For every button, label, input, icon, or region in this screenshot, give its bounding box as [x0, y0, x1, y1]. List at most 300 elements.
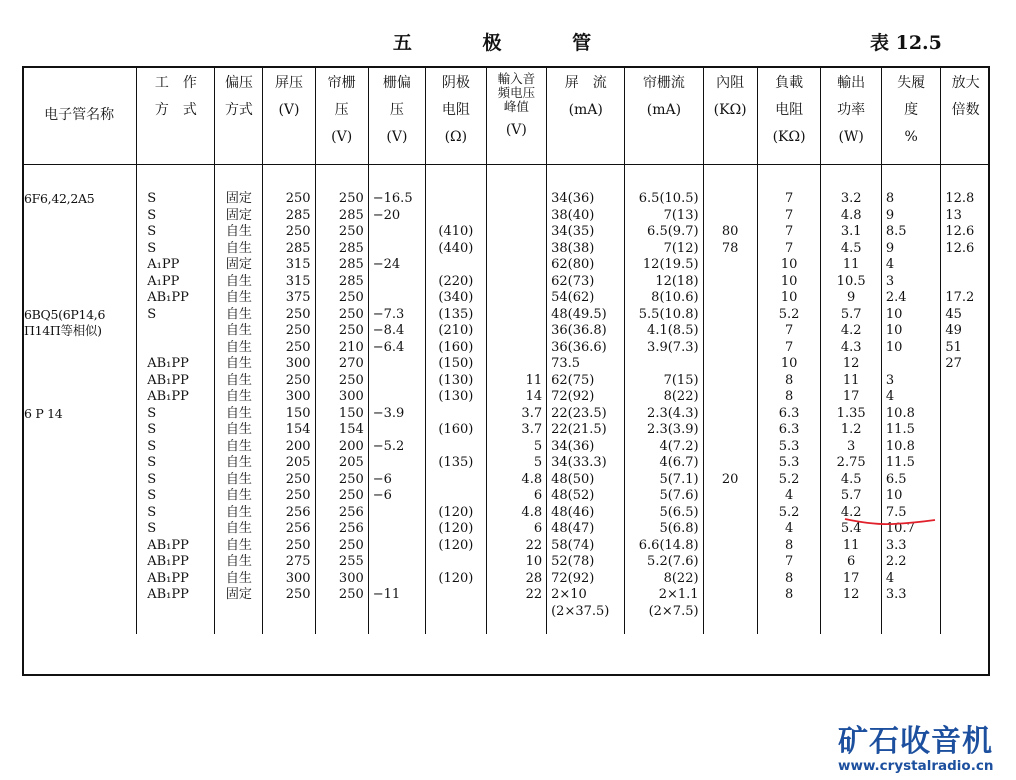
- cell-plate-voltage: 315: [263, 274, 315, 291]
- header-line: 帘栅: [327, 75, 356, 91]
- cell-grid-bias: [368, 224, 425, 241]
- cell-tube-name: [22, 571, 137, 588]
- header-line: 电阻: [775, 102, 804, 118]
- cell-gain: [941, 455, 990, 472]
- cell-input-peak: [486, 340, 547, 357]
- cell-bias-mode: 固定: [215, 208, 263, 225]
- cell-internal-resistance: [703, 373, 757, 390]
- cell-grid-bias: [368, 274, 425, 291]
- cell-distortion: 3: [881, 373, 940, 390]
- header-line: 方式: [224, 102, 253, 118]
- cell-bias-mode: 自生: [215, 488, 263, 505]
- cell-input-peak: [486, 241, 547, 258]
- cell-distortion: [881, 356, 940, 373]
- cell-tube-name: [22, 290, 137, 307]
- cell-gain: [941, 571, 990, 588]
- header-tube-name: [22, 66, 137, 165]
- cell-input-peak: 14: [486, 389, 547, 406]
- table-row: [22, 538, 990, 555]
- header-screen-voltage: [315, 66, 368, 165]
- table-row: [22, 604, 990, 621]
- cell-tube-name: [22, 472, 137, 489]
- cell-screen-voltage: 256: [315, 521, 368, 538]
- cell-load-resistance: 7: [757, 208, 821, 225]
- cell-screen-voltage: 285: [315, 208, 368, 225]
- cell-load-resistance: 7: [757, 191, 821, 208]
- cell-plate-current: 73.5: [547, 356, 625, 373]
- cell-bias-mode: 自生: [215, 439, 263, 456]
- spacer-cell: [315, 165, 368, 192]
- cell-work-mode: [137, 604, 215, 621]
- cell-plate-voltage: 150: [263, 406, 315, 423]
- cell-output-power: 1.35: [821, 406, 882, 423]
- cell-tube-name: [22, 505, 137, 522]
- cell-bias-mode: 自生: [215, 422, 263, 439]
- cell-gain: [941, 521, 990, 538]
- cell-cathode-resistor: (120): [426, 538, 487, 555]
- cell-distortion: 4: [881, 571, 940, 588]
- cell-internal-resistance: [703, 422, 757, 439]
- cell-plate-voltage: 300: [263, 571, 315, 588]
- header-line: 阴极: [441, 75, 470, 91]
- cell-load-resistance: 10: [757, 257, 821, 274]
- table-row: [22, 373, 990, 390]
- table-row: [22, 208, 990, 225]
- cell-tube-name: [22, 554, 137, 571]
- cell-gain: [941, 488, 990, 505]
- cell-work-mode: S: [137, 521, 215, 538]
- cell-input-peak: [486, 274, 547, 291]
- cell-internal-resistance: [703, 274, 757, 291]
- spacer-cell: [22, 620, 137, 634]
- header-line: 功率: [837, 102, 866, 118]
- spacer-row: [22, 165, 990, 192]
- cell-output-power: 17: [821, 571, 882, 588]
- cell-gain: [941, 406, 990, 423]
- spacer-cell: [368, 165, 425, 192]
- cell-input-peak: 3.7: [486, 406, 547, 423]
- cell-plate-current: 2×10: [547, 587, 625, 604]
- header-line: 倍数: [951, 102, 980, 118]
- spacer-cell: [625, 620, 703, 634]
- cell-grid-bias: −16.5: [368, 191, 425, 208]
- cell-screen-voltage: 250: [315, 373, 368, 390]
- cell-input-peak: 6: [486, 521, 547, 538]
- cell-screen-current: 8(22): [625, 571, 703, 588]
- cell-screen-voltage: 250: [315, 191, 368, 208]
- cell-distortion: 10.8: [881, 439, 940, 456]
- cell-screen-current: 3.9(7.3): [625, 340, 703, 357]
- cell-distortion: 10: [881, 307, 940, 324]
- header-line: 峰值: [503, 99, 529, 114]
- spacer-cell: [486, 620, 547, 634]
- cell-grid-bias: [368, 505, 425, 522]
- table-row: [22, 257, 990, 274]
- header-line: 偏压: [224, 75, 253, 91]
- cell-load-resistance: 5.2: [757, 472, 821, 489]
- table-title: 五 极 管: [392, 32, 624, 54]
- cell-tube-name: [22, 587, 137, 604]
- cell-tube-name: [22, 439, 137, 456]
- cell-screen-current: 7(15): [625, 373, 703, 390]
- cell-work-mode: AB₁PP: [137, 356, 215, 373]
- cell-screen-current: 4.1(8.5): [625, 323, 703, 340]
- cell-work-mode: [137, 340, 215, 357]
- cell-internal-resistance: [703, 389, 757, 406]
- cell-load-resistance: [757, 604, 821, 621]
- cell-work-mode: S: [137, 422, 215, 439]
- cell-gain: 45: [945, 306, 962, 322]
- cell-screen-current: 7(12): [625, 241, 703, 258]
- cell-grid-bias: [368, 554, 425, 571]
- table-row: [22, 356, 990, 373]
- cell-distortion: 10.8: [881, 406, 940, 423]
- cell-input-peak: 10: [486, 554, 547, 571]
- table-body: [22, 165, 990, 635]
- cell-screen-voltage: 300: [315, 571, 368, 588]
- cell-input-peak: 22: [486, 538, 547, 555]
- table-row: [22, 472, 990, 489]
- spacer-cell: [137, 165, 215, 192]
- cell-cathode-resistor: (135): [426, 307, 487, 324]
- cell-screen-voltage: 250: [315, 587, 368, 604]
- cell-plate-voltage: 250: [263, 373, 315, 390]
- cell-tube-name: 6F6,42,2A5: [22, 191, 137, 208]
- cell-output-power: 1.2: [821, 422, 882, 439]
- table-row: [22, 587, 990, 604]
- cell-output-power: 4.5: [821, 472, 882, 489]
- cell-bias-mode: 固定: [215, 587, 263, 604]
- header-line: 屏压: [274, 75, 303, 91]
- cell-output-power: 3.2: [821, 191, 882, 208]
- cell-output-power: 5.7: [821, 488, 882, 505]
- cell-cathode-resistor: (135): [426, 455, 487, 472]
- cell-output-power: 4.8: [821, 208, 882, 225]
- cell-input-peak: 4.8: [486, 472, 547, 489]
- cell-load-resistance: 5.3: [757, 439, 821, 456]
- header-work-mode: [137, 66, 215, 165]
- cell-plate-voltage: 375: [263, 290, 315, 307]
- cell-grid-bias: −6.4: [368, 340, 425, 357]
- cell-internal-resistance: [703, 307, 757, 324]
- spacer-row: [22, 620, 990, 634]
- cell-plate-voltage: [263, 604, 315, 621]
- cell-distortion: 10: [881, 340, 940, 357]
- spacer-cell: [215, 165, 263, 192]
- cell-tube-name: 6 P 14: [22, 406, 137, 423]
- cell-input-peak: 3.7: [486, 422, 547, 439]
- cell-input-peak: [486, 191, 547, 208]
- cell-screen-voltage: 250: [315, 307, 368, 324]
- cell-cathode-resistor: (120): [426, 571, 487, 588]
- header-line: 負載: [775, 75, 804, 91]
- spacer-cell: [941, 620, 990, 634]
- cell-load-resistance: 10: [757, 356, 821, 373]
- header-input-peak: [486, 66, 547, 165]
- cell-screen-current: 5.5(10.8): [625, 307, 703, 324]
- cell-gain: 12.8: [945, 191, 975, 206]
- cell-screen-current: 4(6.7): [625, 455, 703, 472]
- cell-screen-current: 7(13): [625, 208, 703, 225]
- cell-screen-current: 5.2(7.6): [625, 554, 703, 571]
- header-line: (V): [331, 129, 353, 145]
- cell-grid-bias: [368, 521, 425, 538]
- cell-load-resistance: 7: [757, 554, 821, 571]
- cell-bias-mode: 固定: [215, 191, 263, 208]
- cell-gain: [941, 587, 990, 604]
- watermark-logo: 矿石收音机: [838, 724, 993, 759]
- cell-screen-current: 6.5(9.7): [625, 224, 703, 241]
- cell-gain: [941, 505, 990, 522]
- cell-gain: [941, 422, 990, 439]
- cell-output-power: 11: [821, 257, 882, 274]
- cell-plate-current: 52(78): [547, 554, 625, 571]
- cell-bias-mode: 自生: [215, 356, 263, 373]
- cell-tube-name: [22, 373, 137, 390]
- cell-load-resistance: 7: [757, 323, 821, 340]
- cell-tube-name: [22, 455, 137, 472]
- cell-gain: [941, 373, 990, 390]
- table-row: [22, 323, 990, 340]
- cell-screen-voltage: 285: [315, 257, 368, 274]
- cell-load-resistance: 8: [757, 373, 821, 390]
- cell-input-peak: [486, 290, 547, 307]
- cell-output-power: 4.2: [821, 505, 882, 522]
- cell-cathode-resistor: [426, 587, 487, 604]
- cell-distortion: 10: [881, 488, 940, 505]
- header-line: (V): [278, 102, 300, 118]
- cell-work-mode: [137, 323, 215, 340]
- cell-screen-voltage: 200: [315, 439, 368, 456]
- spacer-cell: [821, 165, 882, 192]
- spacer-cell: [215, 620, 263, 634]
- cell-grid-bias: [368, 389, 425, 406]
- cell-plate-current: 72(92): [547, 389, 625, 406]
- table-row: [22, 224, 990, 241]
- cell-grid-bias: [368, 538, 425, 555]
- cell-work-mode: AB₁PP: [137, 538, 215, 555]
- header-line: (mA): [646, 102, 682, 118]
- cell-bias-mode: 自生: [215, 505, 263, 522]
- cell-gain: [941, 439, 990, 456]
- cell-gain: 51: [945, 339, 962, 355]
- cell-screen-current: 8(22): [625, 389, 703, 406]
- cell-cathode-resistor: (130): [426, 389, 487, 406]
- cell-input-peak: [486, 208, 547, 225]
- cell-distortion: 8.5: [881, 224, 940, 241]
- cell-cathode-resistor: [426, 488, 487, 505]
- cell-distortion: 3.3: [881, 587, 940, 604]
- cell-work-mode: S: [137, 224, 215, 241]
- cell-distortion: [881, 604, 940, 621]
- cell-cathode-resistor: (160): [426, 340, 487, 357]
- cell-work-mode: AB₁PP: [137, 571, 215, 588]
- cell-internal-resistance: [703, 356, 757, 373]
- spacer-cell: [941, 165, 990, 192]
- header-line: 頻电压: [497, 85, 536, 100]
- cell-load-resistance: 6.3: [757, 406, 821, 423]
- cell-plate-current: 48(50): [547, 472, 625, 489]
- cell-bias-mode: 自生: [215, 554, 263, 571]
- cell-bias-mode: 固定: [215, 257, 263, 274]
- cell-plate-current: 48(52): [547, 488, 625, 505]
- pentode-table: [22, 66, 990, 634]
- cell-input-peak: 5: [486, 455, 547, 472]
- cell-gain: [941, 554, 990, 571]
- table-row: [22, 422, 990, 439]
- cell-distortion: 4: [881, 257, 940, 274]
- cell-screen-voltage: 256: [315, 505, 368, 522]
- cell-plate-voltage: 250: [263, 472, 315, 489]
- cell-input-peak: [486, 307, 547, 324]
- cell-plate-voltage: 250: [263, 224, 315, 241]
- cell-internal-resistance: [703, 587, 757, 604]
- header-line: 电子管名称: [44, 106, 115, 123]
- cell-screen-voltage: 250: [315, 323, 368, 340]
- cell-screen-voltage: 250: [315, 472, 368, 489]
- cell-plate-voltage: 250: [263, 323, 315, 340]
- cell-bias-mode: 自生: [215, 241, 263, 258]
- cell-output-power: 2.75: [821, 455, 882, 472]
- cell-screen-current: 4(7.2): [625, 439, 703, 456]
- cell-cathode-resistor: [426, 406, 487, 423]
- cell-output-power: 11: [821, 373, 882, 390]
- cell-screen-current: 6.6(14.8): [625, 538, 703, 555]
- header-line: (KΩ): [713, 102, 747, 118]
- header-line: (KΩ): [772, 129, 806, 145]
- cell-grid-bias: −7.3: [368, 307, 425, 324]
- cell-gain: 17.2: [945, 290, 975, 305]
- cell-internal-resistance: 80: [703, 224, 757, 241]
- spacer-cell: [625, 165, 703, 192]
- table-row: [22, 241, 990, 258]
- header-output-power: [821, 66, 882, 165]
- cell-bias-mode: 自生: [215, 538, 263, 555]
- cell-internal-resistance: [703, 290, 757, 307]
- cell-screen-voltage: 255: [315, 554, 368, 571]
- cell-load-resistance: 5.3: [757, 455, 821, 472]
- cell-cathode-resistor: (440): [426, 241, 487, 258]
- table-row: [22, 455, 990, 472]
- cell-cathode-resistor: (160): [426, 422, 487, 439]
- spacer-cell: [547, 620, 625, 634]
- cell-tube-name: [22, 488, 137, 505]
- cell-work-mode: AB₁PP: [137, 389, 215, 406]
- cell-input-peak: 6: [486, 488, 547, 505]
- cell-internal-resistance: [703, 340, 757, 357]
- cell-screen-voltage: 270: [315, 356, 368, 373]
- cell-grid-bias: −11: [368, 587, 425, 604]
- cell-screen-current: 6.5(10.5): [625, 191, 703, 208]
- cell-screen-current: (2×7.5): [625, 604, 703, 621]
- header-grid-bias: [368, 66, 425, 165]
- cell-cathode-resistor: [426, 439, 487, 456]
- cell-gain: 12.6: [945, 240, 975, 256]
- header-line: 压: [334, 102, 349, 118]
- cell-screen-current: 2×1.1: [625, 587, 703, 604]
- cell-work-mode: S: [137, 307, 215, 324]
- cell-gain: [941, 389, 990, 406]
- cell-input-peak: [486, 323, 547, 340]
- table-row: [22, 554, 990, 571]
- cell-load-resistance: 4: [757, 488, 821, 505]
- cell-work-mode: AB₁PP: [137, 290, 215, 307]
- cell-internal-resistance: [703, 323, 757, 340]
- cell-work-mode: S: [137, 241, 215, 258]
- cell-tube-name: [22, 274, 137, 291]
- cell-plate-current: 34(35): [547, 224, 625, 241]
- header-cathode-resistor: [426, 66, 487, 165]
- cell-plate-voltage: 256: [263, 521, 315, 538]
- spacer-cell: [757, 165, 821, 192]
- cell-internal-resistance: [703, 604, 757, 621]
- cell-screen-voltage: 300: [315, 389, 368, 406]
- cell-distortion: 9: [881, 208, 940, 225]
- cell-internal-resistance: [703, 505, 757, 522]
- cell-tube-name: Π14Π等相似): [22, 323, 137, 340]
- cell-load-resistance: 10: [757, 274, 821, 291]
- header-distortion: [881, 66, 940, 165]
- table-row: [22, 274, 990, 291]
- cell-distortion: 2.2: [881, 554, 940, 571]
- cell-plate-voltage: 285: [263, 241, 315, 258]
- header-screen-current: [625, 66, 703, 165]
- cell-gain: 13: [945, 207, 962, 223]
- cell-bias-mode: 自生: [215, 274, 263, 291]
- cell-cathode-resistor: (120): [426, 521, 487, 538]
- cell-cathode-resistor: (210): [426, 323, 487, 340]
- cell-cathode-resistor: (410): [426, 224, 487, 241]
- cell-screen-voltage: 210: [315, 340, 368, 357]
- spacer-cell: [137, 620, 215, 634]
- cell-cathode-resistor: [426, 191, 487, 208]
- cell-distortion: 10: [881, 323, 940, 340]
- cell-input-peak: 22: [486, 587, 547, 604]
- spacer-cell: [22, 165, 137, 192]
- cell-cathode-resistor: (340): [426, 290, 487, 307]
- cell-internal-resistance: [703, 406, 757, 423]
- cell-work-mode: S: [137, 406, 215, 423]
- cell-output-power: 12: [821, 587, 882, 604]
- spacer-cell: [315, 620, 368, 634]
- cell-grid-bias: [368, 373, 425, 390]
- cell-output-power: 9: [821, 290, 882, 307]
- cell-plate-current: 62(80): [547, 257, 625, 274]
- table-row: [22, 406, 990, 423]
- cell-internal-resistance: [703, 455, 757, 472]
- cell-load-resistance: 7: [757, 224, 821, 241]
- cell-screen-voltage: 285: [315, 274, 368, 291]
- red-underline-annotation: [843, 516, 937, 528]
- cell-work-mode: S: [137, 439, 215, 456]
- watermark-url: www.crystalradio.cn: [838, 758, 994, 774]
- cell-tube-name: [22, 356, 137, 373]
- cell-gain: [941, 257, 990, 274]
- cell-plate-current: 62(75): [547, 373, 625, 390]
- cell-output-power: 5.7: [821, 307, 882, 324]
- header-line: 輸出: [837, 75, 866, 91]
- cell-load-resistance: 7: [757, 241, 821, 258]
- cell-screen-voltage: 250: [315, 290, 368, 307]
- cell-grid-bias: [368, 241, 425, 258]
- cell-bias-mode: 自生: [215, 521, 263, 538]
- cell-screen-current: 8(10.6): [625, 290, 703, 307]
- cell-load-resistance: 4: [757, 521, 821, 538]
- cell-grid-bias: −6: [368, 488, 425, 505]
- cell-internal-resistance: [703, 571, 757, 588]
- spacer-cell: [263, 165, 315, 192]
- cell-gain: 27: [945, 356, 962, 371]
